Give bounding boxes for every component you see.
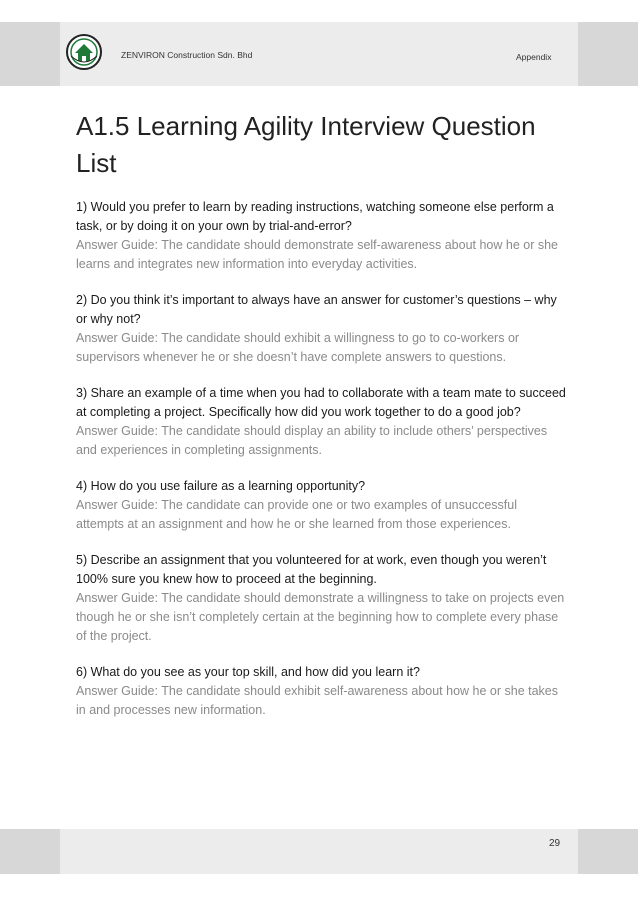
question-item <box>76 551 566 646</box>
question-text: 4) How do you use failure as a learning opportunity? <box>76 479 366 493</box>
question-item <box>76 291 566 367</box>
question-item <box>76 663 566 720</box>
question-text: 2) Do you think it’s important to always have an answer for customer’s questions – why or why not? <box>76 293 557 326</box>
question-item <box>76 198 566 274</box>
page-number: 29 <box>549 838 561 849</box>
question-text: 1) Would you prefer to learn by reading instructions, watching someone else perform a task, or by doing it on your own by trial-and-error? <box>76 200 554 233</box>
answer-guide-text: Answer Guide: The candidate should exhibit self-awareness about how he or she takes in and processes new information. <box>76 684 559 717</box>
answer-guide-text: Answer Guide: The candidate should exhibit a willingness to go to co-workers or supervisors whenever he or she doesn’t have complete answers to questions. <box>76 331 520 364</box>
question-text: 6) What do you see as your top skill, and how did you learn it? <box>76 665 420 679</box>
answer-guide-text: Answer Guide: The candidate should display an ability to include others’ perspectives and experiences in completing assignments. <box>76 424 548 457</box>
answer-guide-text: Answer Guide: The candidate should demonstrate a willingness to take on projects even though he or she isn’t completely certain at the beginning how to complete every phase of the project. <box>76 591 565 643</box>
answer-guide-text: Answer Guide: The candidate can provide one or two examples of unsuccessful attempts at an assignment and how he or she learned from those experiences. <box>76 498 517 531</box>
footer-inner-panel <box>60 829 578 874</box>
page-title: A1.5 Learning Agility Interview Question List <box>76 111 536 178</box>
question-item <box>76 477 566 534</box>
question-item <box>76 384 566 460</box>
question-text: 5) Describe an assignment that you volunteered for at work, even though you weren’t 100% sure you knew how to proceed at the beginning. <box>76 553 547 586</box>
section-label: Appendix <box>516 52 552 62</box>
answer-guide-text: Answer Guide: The candidate should demonstrate self-awareness about how he or she learns and integrates new information into everyday activities. <box>76 238 559 271</box>
question-list <box>76 198 566 737</box>
company-logo-icon <box>66 34 102 70</box>
company-name: ZENVIRON Construction Sdn. Bhd <box>121 50 253 60</box>
question-text: 3) Share an example of a time when you had to collaborate with a team mate to succeed at completing a project. Specifically how did you work together to do a good job? <box>76 386 566 419</box>
footer-band <box>0 829 638 874</box>
